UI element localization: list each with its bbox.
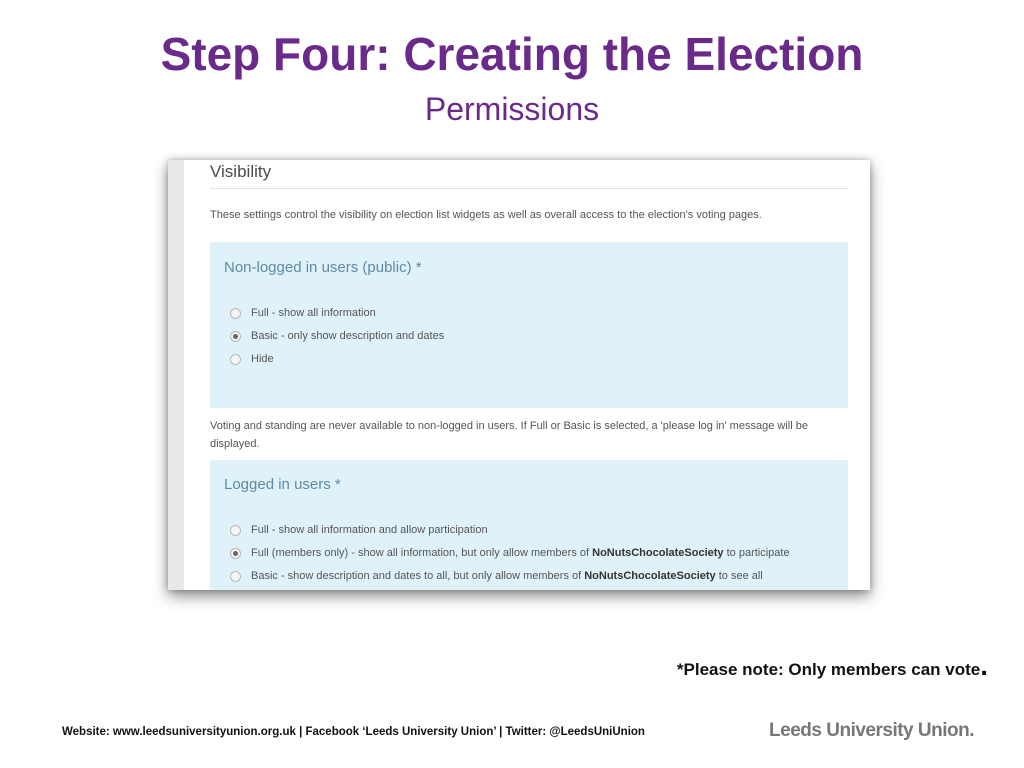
public-option-hide[interactable] — [230, 351, 274, 367]
screenshot-panel — [168, 160, 870, 590]
society-name: NoNutsChocolateSociety — [592, 547, 724, 559]
option-label-prefix: Full (members only) - show all information, but only allow members of — [251, 547, 590, 559]
radio-button[interactable] — [230, 571, 241, 582]
screenshot-gutter — [168, 160, 184, 590]
slide-title: Step Four: Creating the Election — [160, 28, 864, 80]
radio-button[interactable] — [230, 354, 241, 365]
visibility-form — [184, 160, 870, 590]
option-label: Full - show all information — [251, 307, 376, 319]
visibility-heading: Visibility — [210, 162, 272, 181]
members-note-dot: . — [980, 650, 988, 681]
option-label-suffix: to see all — [718, 570, 763, 582]
public-option-full[interactable] — [230, 305, 376, 321]
public-users-panel — [210, 242, 848, 408]
footer-links: Website: www.leedsuniversityunion.org.uk | Facebook ‘Leeds University Union’ | Twitter: @LeedsUniUnion — [62, 726, 645, 738]
logged-option-basic[interactable] — [230, 568, 763, 584]
option-label: Basic - only show description and dates — [251, 330, 445, 342]
option-label: Full - show all information and allow participation — [251, 524, 488, 536]
logged-option-members-only[interactable] — [230, 545, 790, 561]
radio-button-selected[interactable] — [230, 331, 241, 342]
radio-button[interactable] — [230, 525, 241, 536]
logged-users-panel — [210, 460, 848, 590]
public-note: Voting and standing are never available to non-logged in users. If Full or Basic is selected, a 'please log in' message will be displayed. — [210, 420, 808, 450]
option-label: Hide — [251, 353, 274, 365]
heading-divider — [210, 188, 848, 189]
radio-button-selected[interactable] — [230, 548, 241, 559]
radio-button[interactable] — [230, 308, 241, 319]
logged-option-full[interactable] — [230, 522, 488, 538]
visibility-description: These settings control the visibility on election list widgets as well as overall access to the election's voting pages. — [210, 209, 762, 221]
option-label-suffix: to participate — [726, 547, 790, 559]
slide-subtitle: Permissions — [424, 91, 600, 127]
option-label-prefix: Basic - show description and dates to all, but only allow members of — [251, 570, 582, 582]
members-note-text: *Please note: Only members can vote — [676, 660, 981, 679]
public-users-title: Non-logged in users (public) * — [224, 259, 422, 276]
members-note — [677, 650, 988, 682]
logged-users-title: Logged in users * — [224, 476, 341, 493]
leeds-university-union-logo: Leeds University Union. — [769, 720, 974, 741]
public-option-basic[interactable] — [230, 328, 444, 344]
society-name: NoNutsChocolateSociety — [584, 570, 716, 582]
